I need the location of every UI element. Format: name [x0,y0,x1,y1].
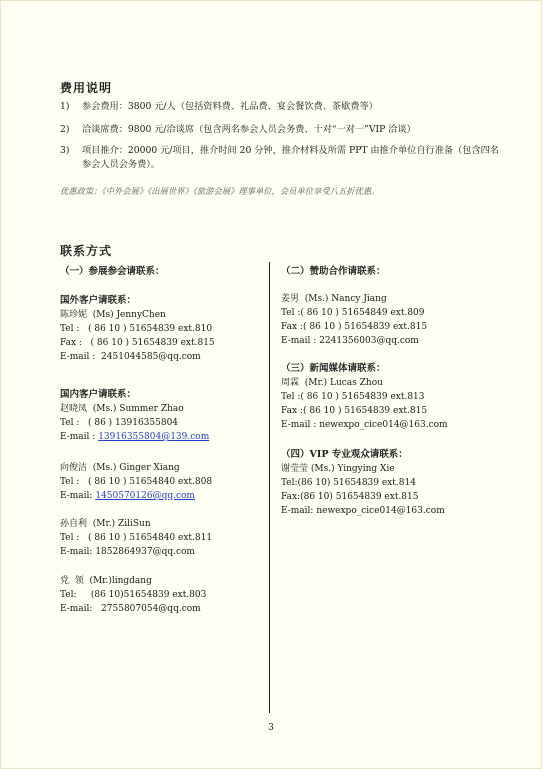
contact-line: Tel : ( 86 10 ) 51654840 ext.808 [60,477,213,487]
contact-line: 赵晓凤 (Ms.) Summer Zhao [60,404,184,414]
contact-line: Tel :( 86 10 ) 51654839 ext.813 [281,392,425,402]
email-link[interactable]: 1450570126@qq.com [95,491,195,501]
fee-item-number: 1) [60,101,70,112]
contact-dang-block [60,574,206,616]
contact-line: Tel : ( 86 10 ) 51654840 ext.811 [60,533,213,543]
discount-note: 优惠政策：《中外会展》《出展世界》《旅游会展》理事单位，会员单位享受八五折优惠。 [60,186,380,196]
fee-item-text: 洽谈席费：9800 元/洽谈席（包含两名参会人员会务费、十对“一对一”VIP 洽谈） [82,124,416,135]
contact-line: 向俊洁 (Ms.) Ginger Xiang [60,463,180,473]
contact-line: Tel : ( 86 ) 13916355804 [60,418,179,428]
email-label: E-mail : [60,432,99,442]
media-contact-block [281,362,448,432]
contact-line: Tel:(86 10) 51654839 ext.814 [281,478,416,488]
fee-item-text: 参会费用：3800 元/人（包括资料费、礼品费、宴会餐饮费、茶歇费等） [82,101,378,112]
fee-item-number: 2) [60,124,70,135]
contact-line: E-mail: 1852864937@qq.com [60,547,195,557]
domestic-contact-block [60,388,209,444]
contact-line: 党 领 (Mr.)lingdang [60,576,152,586]
contact-line: Tel :( 86 10 ) 51654849 ext.809 [281,308,425,318]
contact-line: Fax :( 86 10 ) 51654839 ext.815 [281,406,428,416]
fees-heading: 费用说明 [60,81,113,95]
right-column-heading: （二）赞助合作请联系： [281,266,386,277]
page-number: 3 [268,723,274,733]
left-column-heading: （一）参展参会请联系： [60,266,165,277]
email-label: E-mail: [60,491,96,501]
contact-line: Fax :( 86 10 ) 51654839 ext.815 [281,322,428,332]
contact-line: E-mail : 2241356003@qq.com [281,336,419,346]
contact-sun-block [60,517,212,559]
contact-email-line [60,430,209,444]
email-link[interactable]: 13916355804@139.com [98,432,210,442]
media-contact-title: （三）新闻媒体请联系： [281,363,386,374]
contact-line: E-mail : 2451044585@qq.com [60,352,201,362]
contact-line: Fax : ( 86 10 ) 51654839 ext.815 [60,338,215,348]
audience-contact-title: （四）VIP 专业观众请联系： [281,449,408,460]
contact-line: Fax:(86 10) 51654839 ext.815 [281,492,419,502]
column-divider [269,262,270,713]
fee-item-text: 项目推介：20000 元/项目，推介时间 20 分钟，推介材料及所需 PPT 由推介单位自行准备（包含四名参会人员会务费）。 [82,145,500,170]
contact-line: 陈珍妮 (Ms) JennyChen [60,310,166,320]
contact-line: 周霖 (Mr.) Lucas Zhou [281,378,383,388]
contact-line: E-mail: 2755807054@qq.com [60,604,201,614]
contact-line: E-mail : newexpo_cice014@163.com [281,420,448,430]
fee-item-number: 3) [60,145,70,156]
domestic-contact-title: 国内客户请联系： [60,389,137,400]
intl-contact-title: 国外客户请联系： [60,295,137,306]
contact-line: 谢莹莹 (Ms.) Yingying Xie [281,464,395,474]
contact-line: 孙自利 (Mr.) ZiliSun [60,519,151,529]
contact-line: Tel : ( 86 10 ) 51654839 ext.810 [60,324,213,334]
contact-line: 姜男 (Ms.) Nancy Jiang [281,294,387,304]
intl-contact-block [60,294,215,364]
audience-contact-block [281,448,445,518]
contact-email-line [60,489,212,503]
contact-heading: 联系方式 [60,244,113,258]
contact-line: Tel: (86 10)51654839 ext.803 [60,590,207,600]
contact-line: E-mail: newexpo_cice014@163.com [281,506,445,516]
sponsor-contact-block [281,292,427,348]
contact-xiang-block [60,461,212,503]
